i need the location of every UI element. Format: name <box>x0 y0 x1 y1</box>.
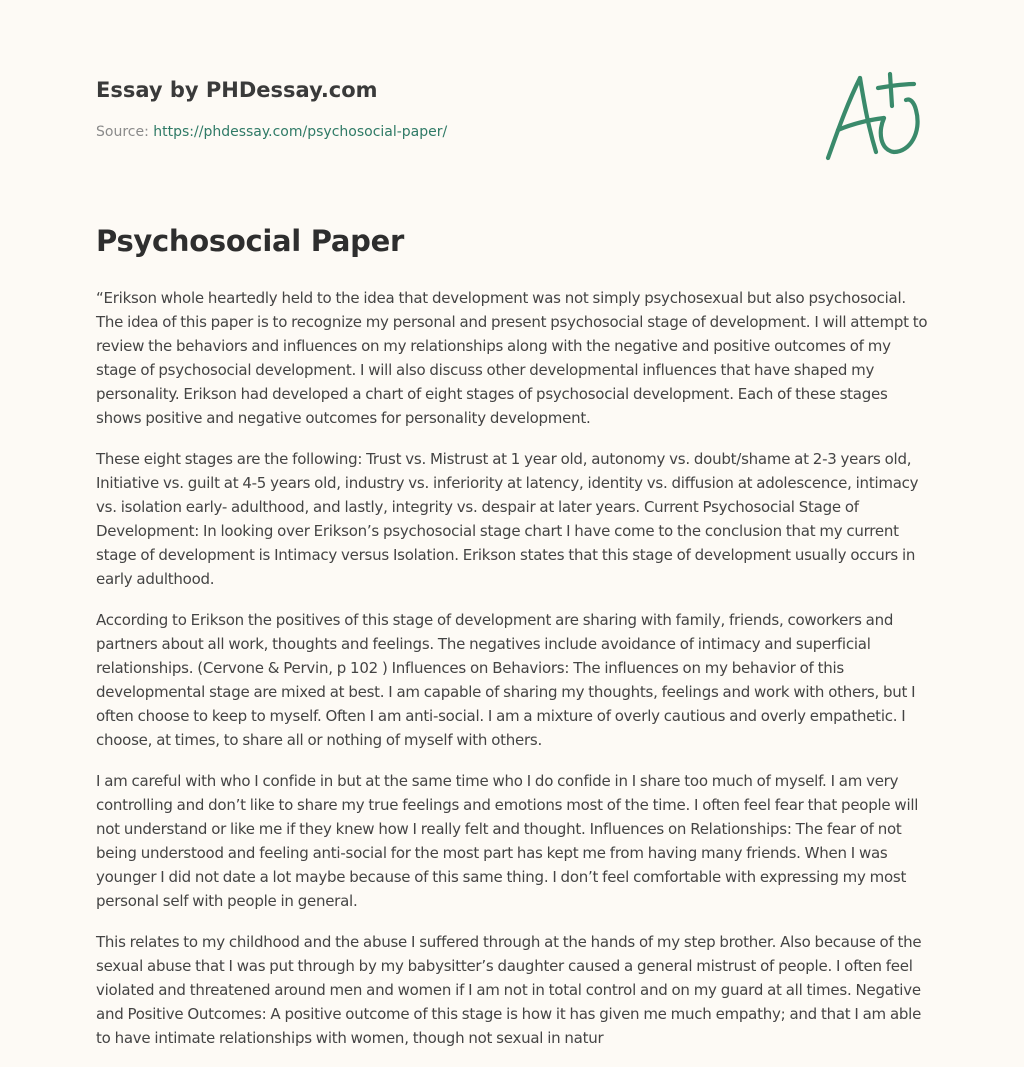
source-link[interactable]: https://phdessay.com/psychosocial-paper/ <box>153 124 448 140</box>
a-plus-logo-icon <box>818 66 930 166</box>
essay-paragraph: I am careful with who I confide in but at the same time who I do confide in I share too much of myself. I am very controlling and don’t like to share my true feelings and emotions most of the time. I often feel fear that people will not understand or like me if they knew how I really felt and thought. Influences on Relationships: The fear of not being understood and feeling anti-social for the most part has kept me from having many friends. When I was younger I did not date a lot maybe because of this same thing. I don’t feel comfortable with expressing my most personal self with people in general. <box>96 772 919 910</box>
essay-paragraph: These eight stages are the following: Trust vs. Mistrust at 1 year old, autonomy vs. doubt/shame at 2-3 years old, Initiative vs. guilt at 4-5 years old, industry vs. inferiority at latency, identity vs. diffusion at adolescence, intimacy vs. isolation early- adulthood, and lastly, integrity vs. despair at later years. Current Psychosocial Stage of Development: In looking over Erikson’s psychosocial stage chart I have come to the conclusion that my current stage of development is Intimacy versus Isolation. Erikson states that this stage of development usually occurs in early adulthood. <box>96 450 919 588</box>
essay-paragraph: According to Erikson the positives of this stage of development are sharing with family, friends, coworkers and partners about all work, thoughts and feelings. The negatives include avoidance of intimacy and superficial relationships. (Cervone & Pervin, p 102 ) Influences on Behaviors: The influences on my behavior of this developmental stage are mixed at best. I am capable of sharing my thoughts, feelings and work with others, but I often choose to keep to myself. Often I am anti-social. I am a mixture of overly cautious and overly empathetic. I choose, at times, to share all or nothing of myself with others. <box>96 611 916 749</box>
site-brand: Essay by PHDessay.com <box>96 78 378 102</box>
essay-title: Psychosocial Paper <box>96 224 404 258</box>
source-label: Source: <box>96 124 154 140</box>
essay-paragraph: This relates to my childhood and the abuse I suffered through at the hands of my step brother. Also because of the sexual abuse that I was put through by my babysitter’s daughter caused a general mistrust of people. I often feel violated and threatened around men and women if I am not in total control and on my guard at all times. Negative and Positive Outcomes: A positive outcome of this stage is how it has given me much empathy; and that I am able to have intimate relationships with women, though not sexual in natur <box>96 933 922 1047</box>
essay-body <box>96 286 931 1067</box>
source-line <box>96 122 696 142</box>
a-plus-logo <box>818 66 930 166</box>
site-header <box>96 76 696 142</box>
essay-paragraph: “Erikson whole heartedly held to the idea that development was not simply psychosexual but also psychosocial. The idea of this paper is to recognize my personal and present psychosocial stage of development. I will attempt to review the behaviors and influences on my relationships along with the negative and positive outcomes of my stage of psychosocial development. I will also discuss other developmental influences that have shaped my personality. Erikson had developed a chart of eight stages of psychosocial development. Each of these stages shows positive and negative outcomes for personality development. <box>96 289 928 427</box>
